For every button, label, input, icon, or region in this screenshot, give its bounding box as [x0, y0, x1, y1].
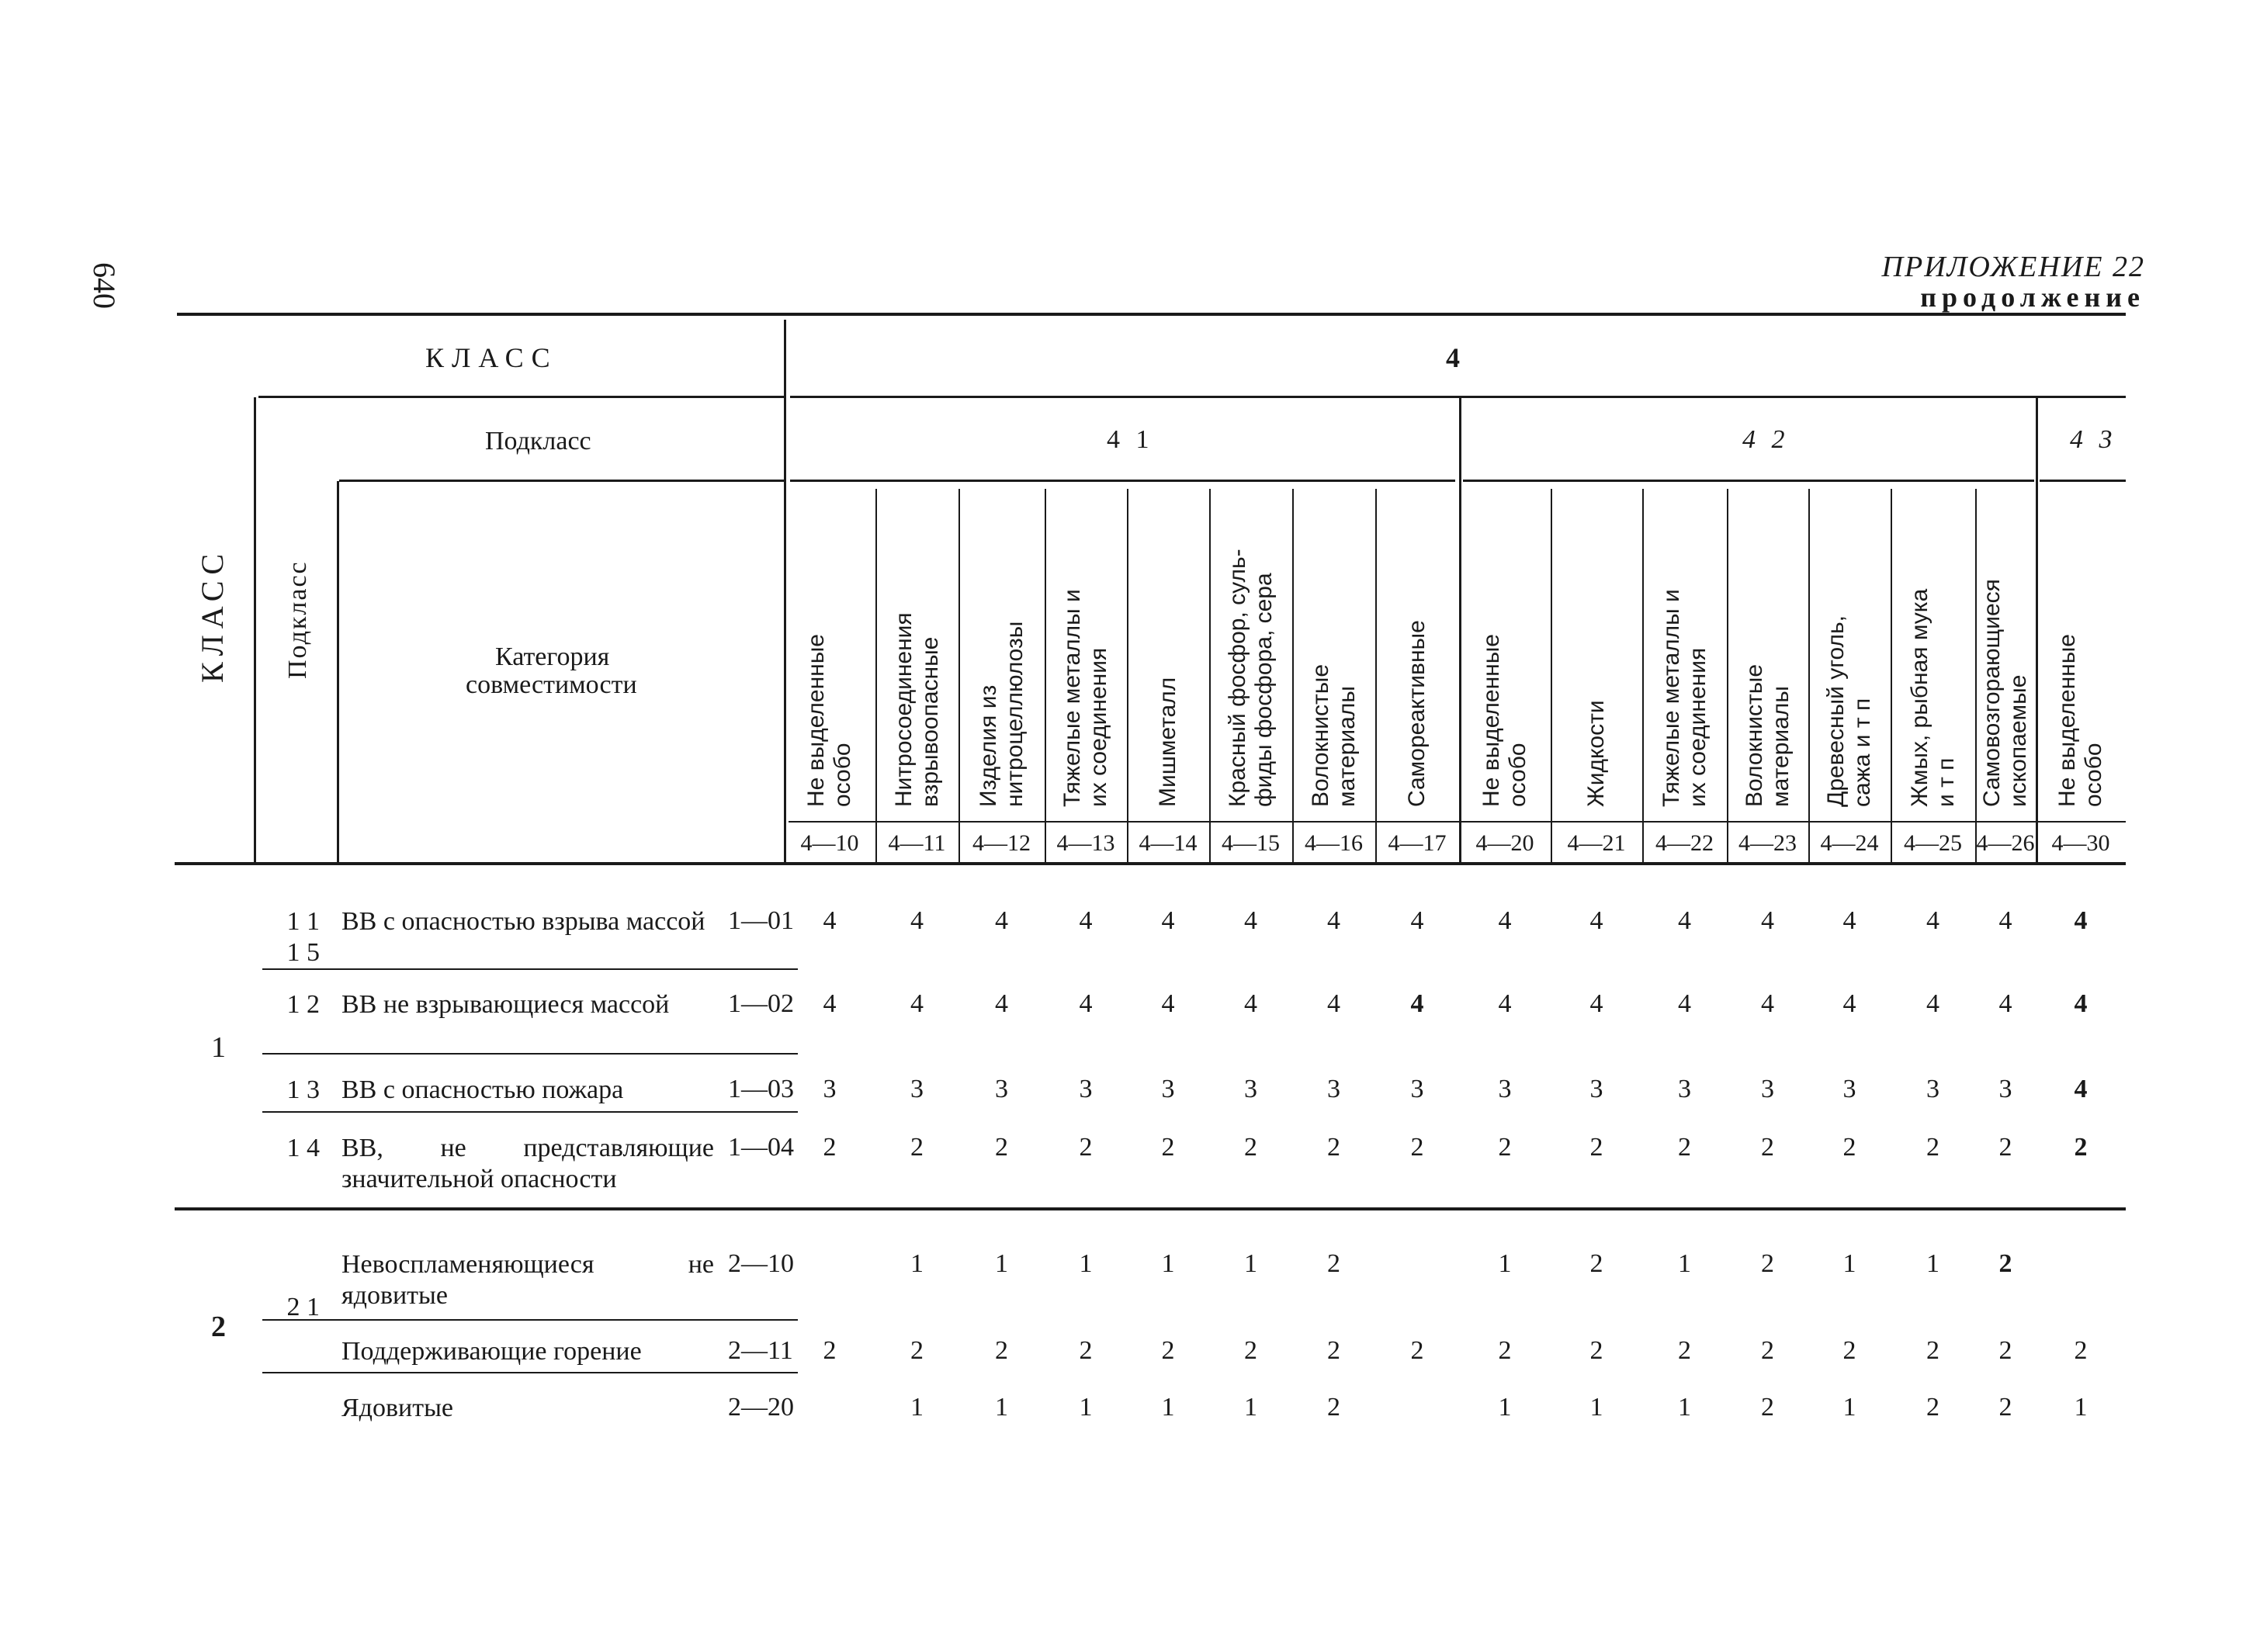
subclass-4-2: 4 2: [1742, 425, 1790, 454]
value-cell: 3: [1079, 1075, 1093, 1103]
value-cell: 4: [1926, 989, 1939, 1018]
value-cell: 4: [1327, 906, 1340, 935]
rule: [2036, 397, 2038, 863]
column-divider: [1375, 489, 1377, 863]
column-header-line2: ископаемые: [2005, 674, 2031, 807]
value-cell: 3: [1327, 1075, 1340, 1103]
subclass-label: 1 2: [286, 990, 320, 1019]
row-name: Ядовитые: [341, 1394, 454, 1422]
column-code-6: 4—15: [1222, 830, 1280, 856]
value-cell: 4: [823, 906, 837, 935]
value-cell: 3: [823, 1075, 837, 1103]
value-cell: 3: [1161, 1075, 1175, 1103]
column-header-line2: и т п: [1932, 757, 1959, 807]
value-cell: 3: [1761, 1075, 1774, 1103]
value-cell: 4: [1161, 989, 1175, 1018]
value-cell: 2: [1244, 1336, 1257, 1365]
column-code-3: 4—12: [972, 830, 1031, 856]
column-header-13: [1823, 615, 1876, 807]
value-cell: 2: [995, 1336, 1008, 1365]
rule: [339, 480, 784, 482]
value-cell: 1: [1079, 1393, 1093, 1422]
column-header-16: [2054, 634, 2107, 807]
row-rule: [262, 968, 798, 970]
value-cell: 2: [1410, 1336, 1424, 1365]
value-cell: 2: [1926, 1393, 1939, 1422]
value-cell: 2: [1589, 1249, 1603, 1278]
column-divider: [1292, 489, 1294, 863]
value-cell: 2: [1244, 1133, 1257, 1162]
column-header-line2: их соединения: [1684, 647, 1711, 807]
value-cell: 1: [1244, 1249, 1257, 1278]
value-cell: 2: [1761, 1336, 1774, 1365]
subclass-label: 2 1: [286, 1293, 320, 1321]
column-header-line1: Не выделенные: [1478, 634, 1504, 807]
subclass-4-1: 4 1: [1107, 425, 1154, 454]
column-code-16: 4—30: [2051, 830, 2110, 856]
class-number: 1: [211, 1031, 226, 1064]
value-cell: 4: [1079, 906, 1093, 935]
column-divider: [1209, 489, 1211, 863]
subclass-label: 1 1 1 5: [286, 907, 320, 967]
value-cell: 2: [1589, 1133, 1603, 1162]
row-rule: [262, 1372, 798, 1373]
value-cell: 4: [1244, 989, 1257, 1018]
rule: [258, 396, 784, 398]
value-cell: 4: [1589, 906, 1603, 935]
column-header-15: [1979, 579, 2032, 807]
rule: [254, 397, 256, 863]
column-header-3: [976, 622, 1028, 807]
value-cell: 4: [1761, 906, 1774, 935]
value-cell: 1: [1498, 1249, 1512, 1278]
value-cell: 4: [1161, 906, 1175, 935]
value-cell: 2: [1678, 1133, 1691, 1162]
value-cell: 1: [1678, 1393, 1691, 1422]
column-header-line2: особо: [2081, 743, 2106, 807]
value-cell: 2: [2074, 1336, 2088, 1365]
row-name: ВВ, не представляющие значительной опасности: [341, 1134, 714, 1193]
value-cell: 2: [910, 1336, 924, 1365]
value-cell: 2: [1161, 1133, 1175, 1162]
value-cell: 4: [1079, 989, 1093, 1018]
value-cell: 2: [1761, 1249, 1774, 1278]
value-cell: 4: [1244, 906, 1257, 935]
top-subclass-label: Подкласс: [485, 427, 591, 455]
value-cell: 1: [910, 1249, 924, 1278]
value-cell: 4: [2074, 989, 2088, 1018]
column-header-line1: Мишметалл: [1155, 677, 1180, 807]
value-cell: 3: [910, 1075, 924, 1103]
column-header-line2: взрывоопасные: [917, 636, 943, 807]
rule: [784, 320, 786, 863]
value-cell: 4: [1589, 989, 1603, 1018]
column-code-7: 4—16: [1305, 830, 1363, 856]
appendix-continuation: продолжение: [1920, 282, 2145, 313]
class-number: 2: [211, 1311, 226, 1343]
column-code-1: 4—10: [800, 830, 859, 856]
column-code-8: 4—17: [1388, 830, 1447, 856]
column-header-line1: Изделия из: [975, 684, 1001, 807]
value-cell: 4: [995, 906, 1008, 935]
value-cell: 1: [1926, 1249, 1939, 1278]
column-divider: [1642, 489, 1644, 863]
column-divider: [875, 489, 877, 863]
column-code-15: 4—26: [1976, 830, 2035, 856]
value-cell: 2: [1589, 1336, 1603, 1365]
column-header-9: [1478, 634, 1531, 807]
column-code-5: 4—14: [1139, 830, 1198, 856]
column-header-line2: материалы: [1333, 686, 1360, 807]
value-cell: 4: [1998, 989, 2012, 1018]
value-cell: 3: [1678, 1075, 1691, 1103]
column-header-2: [891, 612, 944, 807]
value-cell: 4: [1926, 906, 1939, 935]
left-subclass-label: Подкласс: [283, 560, 312, 679]
value-cell: 1: [995, 1393, 1008, 1422]
column-code-10: 4—21: [1567, 830, 1626, 856]
value-cell: 2: [1161, 1336, 1175, 1365]
value-cell: 1: [1678, 1249, 1691, 1278]
group-separator-rule: [175, 1207, 2126, 1210]
value-cell: 4: [1678, 989, 1691, 1018]
value-cell: 1: [910, 1393, 924, 1422]
column-header-line1: Древесный уголь,: [1823, 615, 1849, 807]
value-cell: 4: [1998, 906, 2012, 935]
row-name: ВВ с опасностью взрыва массой: [341, 907, 705, 936]
value-cell: 2: [1998, 1133, 2012, 1162]
page-number: 640: [87, 262, 122, 309]
column-code-13: 4—24: [1820, 830, 1879, 856]
code-rule: [789, 821, 2126, 823]
value-cell: 4: [1410, 906, 1424, 935]
value-cell: 2: [1327, 1249, 1340, 1278]
column-header-line1: Жидкости: [1583, 700, 1609, 807]
row-code: 1—02: [728, 989, 794, 1018]
column-header-8: [1404, 620, 1430, 807]
column-header-12: [1742, 664, 1794, 807]
column-header-line1: Жмых, рыбная мука: [1906, 588, 1932, 807]
value-cell: 3: [1410, 1075, 1424, 1103]
value-cell: 2: [1761, 1133, 1774, 1162]
rule: [1459, 397, 1461, 863]
column-header-line2: фиды фосфора, сера: [1250, 573, 1277, 807]
row-name: ВВ с опасностью пожара: [341, 1075, 624, 1104]
column-divider: [1808, 489, 1810, 863]
value-cell: 4: [1678, 906, 1691, 935]
value-cell: 4: [2074, 1075, 2088, 1103]
value-cell: 4: [1498, 906, 1512, 935]
left-class-label: КЛАСС: [195, 547, 230, 683]
value-cell: 4: [1761, 989, 1774, 1018]
column-header-line2: их соединения: [1086, 647, 1111, 807]
column-divider: [1127, 489, 1128, 863]
value-cell: 1: [1161, 1249, 1175, 1278]
row-code: 2—11: [728, 1336, 793, 1365]
value-cell: 2: [1842, 1133, 1856, 1162]
column-divider: [1975, 489, 1977, 863]
row-code: 2—20: [728, 1393, 794, 1422]
value-cell: 2: [1327, 1133, 1340, 1162]
rule: [790, 396, 2126, 398]
row-code: 1—03: [728, 1075, 794, 1103]
subclass-4-3: 4 3: [2070, 425, 2117, 454]
value-cell: 1: [1842, 1393, 1856, 1422]
value-cell: 2: [823, 1336, 837, 1365]
value-cell: 3: [1498, 1075, 1512, 1103]
value-cell: 4: [1842, 906, 1856, 935]
column-divider: [958, 489, 960, 863]
column-code-11: 4—22: [1655, 830, 1714, 856]
value-cell: 2: [1761, 1393, 1774, 1422]
column-header-1: [803, 634, 856, 807]
value-cell: 2: [995, 1133, 1008, 1162]
column-header-4: [1059, 589, 1112, 807]
value-cell: 2: [910, 1133, 924, 1162]
value-cell: 2: [823, 1133, 837, 1162]
column-code-4: 4—13: [1056, 830, 1115, 856]
value-cell: 3: [1842, 1075, 1856, 1103]
row-code: 2—10: [728, 1249, 794, 1278]
value-cell: 1: [1161, 1393, 1175, 1422]
column-header-line1: Красный фосфор, суль-: [1224, 549, 1250, 807]
value-cell: 4: [995, 989, 1008, 1018]
column-header-line1: Волокнистые: [1741, 664, 1767, 807]
value-cell: 4: [1498, 989, 1512, 1018]
column-header-5: [1155, 677, 1181, 807]
column-header-line1: Не выделенные: [803, 634, 829, 807]
value-cell: 2: [1498, 1336, 1512, 1365]
column-header-line2: сажа и т п: [1849, 698, 1875, 807]
value-cell: 1: [995, 1249, 1008, 1278]
column-header-line2: особо: [1505, 743, 1530, 807]
header-bottom-rule: [175, 862, 2126, 865]
column-header-14: [1907, 589, 1960, 807]
value-cell: 4: [2074, 906, 2088, 935]
value-cell: 2: [1998, 1336, 2012, 1365]
column-divider: [1551, 489, 1552, 863]
value-cell: 2: [1998, 1249, 2012, 1278]
class-value: 4: [1446, 342, 1460, 373]
column-header-line1: Нитросоединения: [890, 612, 917, 807]
value-cell: 1: [1589, 1393, 1603, 1422]
subclass-label: 1 4: [286, 1134, 320, 1162]
value-cell: 2: [1410, 1133, 1424, 1162]
column-header-line2: особо: [830, 743, 855, 807]
column-code-14: 4—25: [1904, 830, 1962, 856]
value-cell: 2: [1998, 1393, 2012, 1422]
row-rule: [262, 1053, 798, 1055]
category-label-line1: Категория: [495, 642, 610, 671]
value-cell: 2: [1079, 1133, 1093, 1162]
row-name: Невоспламеняющиеся не ядовитые: [341, 1250, 714, 1310]
rule: [2040, 480, 2126, 482]
rule: [1463, 480, 2034, 482]
row-code: 1—01: [728, 906, 794, 935]
subclass-label: 1 3: [286, 1075, 320, 1104]
column-header-line2: нитроцеллюлозы: [1001, 621, 1028, 807]
value-cell: 4: [823, 989, 837, 1018]
value-cell: 2: [1498, 1133, 1512, 1162]
value-cell: 3: [1244, 1075, 1257, 1103]
value-cell: 1: [2074, 1393, 2088, 1422]
value-cell: 2: [1926, 1133, 1939, 1162]
value-cell: 2: [1079, 1336, 1093, 1365]
value-cell: 2: [1678, 1336, 1691, 1365]
column-divider: [1891, 489, 1892, 863]
value-cell: 2: [2074, 1133, 2088, 1162]
column-header-7: [1308, 664, 1361, 807]
row-code: 1—04: [728, 1133, 794, 1162]
rule: [337, 481, 339, 863]
category-label-line2: совместимости: [466, 670, 637, 699]
column-header-6: [1225, 549, 1277, 807]
column-divider: [1045, 489, 1046, 863]
column-header-10: [1583, 700, 1610, 807]
value-cell: 4: [1410, 989, 1424, 1018]
value-cell: 2: [1926, 1336, 1939, 1365]
value-cell: 1: [1842, 1249, 1856, 1278]
row-name: ВВ не взрывающиеся массой: [341, 990, 670, 1019]
column-header-line1: Самореактивные: [1404, 620, 1430, 807]
value-cell: 2: [1327, 1336, 1340, 1365]
column-code-12: 4—23: [1738, 830, 1797, 856]
column-header-line1: Самовозгорающиеся: [1979, 579, 2005, 807]
appendix-title: ПРИЛОЖЕНИЕ 22: [1881, 251, 2145, 283]
column-code-2: 4—11: [888, 830, 946, 856]
rule: [790, 480, 1455, 482]
value-cell: 2: [1327, 1393, 1340, 1422]
value-cell: 1: [1079, 1249, 1093, 1278]
value-cell: 4: [910, 906, 924, 935]
column-header-line1: Волокнистые: [1307, 664, 1333, 807]
value-cell: 4: [1842, 989, 1856, 1018]
value-cell: 3: [1589, 1075, 1603, 1103]
column-header-line1: Тяжелые металлы и: [1658, 589, 1684, 807]
value-cell: 3: [1926, 1075, 1939, 1103]
value-cell: 3: [1998, 1075, 2012, 1103]
table-top-rule: [177, 313, 2126, 316]
value-cell: 4: [1327, 989, 1340, 1018]
value-cell: 3: [995, 1075, 1008, 1103]
column-code-9: 4—20: [1475, 830, 1534, 856]
value-cell: 4: [910, 989, 924, 1018]
row-rule: [262, 1319, 798, 1321]
value-cell: 1: [1244, 1393, 1257, 1422]
row-name: Поддерживающие горение: [341, 1337, 642, 1366]
column-header-line1: Не выделенные: [2054, 634, 2080, 807]
column-divider: [1727, 489, 1728, 863]
top-class-label: КЛАСС: [425, 342, 558, 373]
value-cell: 2: [1842, 1336, 1856, 1365]
column-header-line1: Тяжелые металлы и: [1059, 589, 1085, 807]
column-header-line2: материалы: [1767, 686, 1794, 807]
value-cell: 1: [1498, 1393, 1512, 1422]
column-header-11: [1659, 589, 1711, 807]
row-rule: [262, 1111, 798, 1113]
